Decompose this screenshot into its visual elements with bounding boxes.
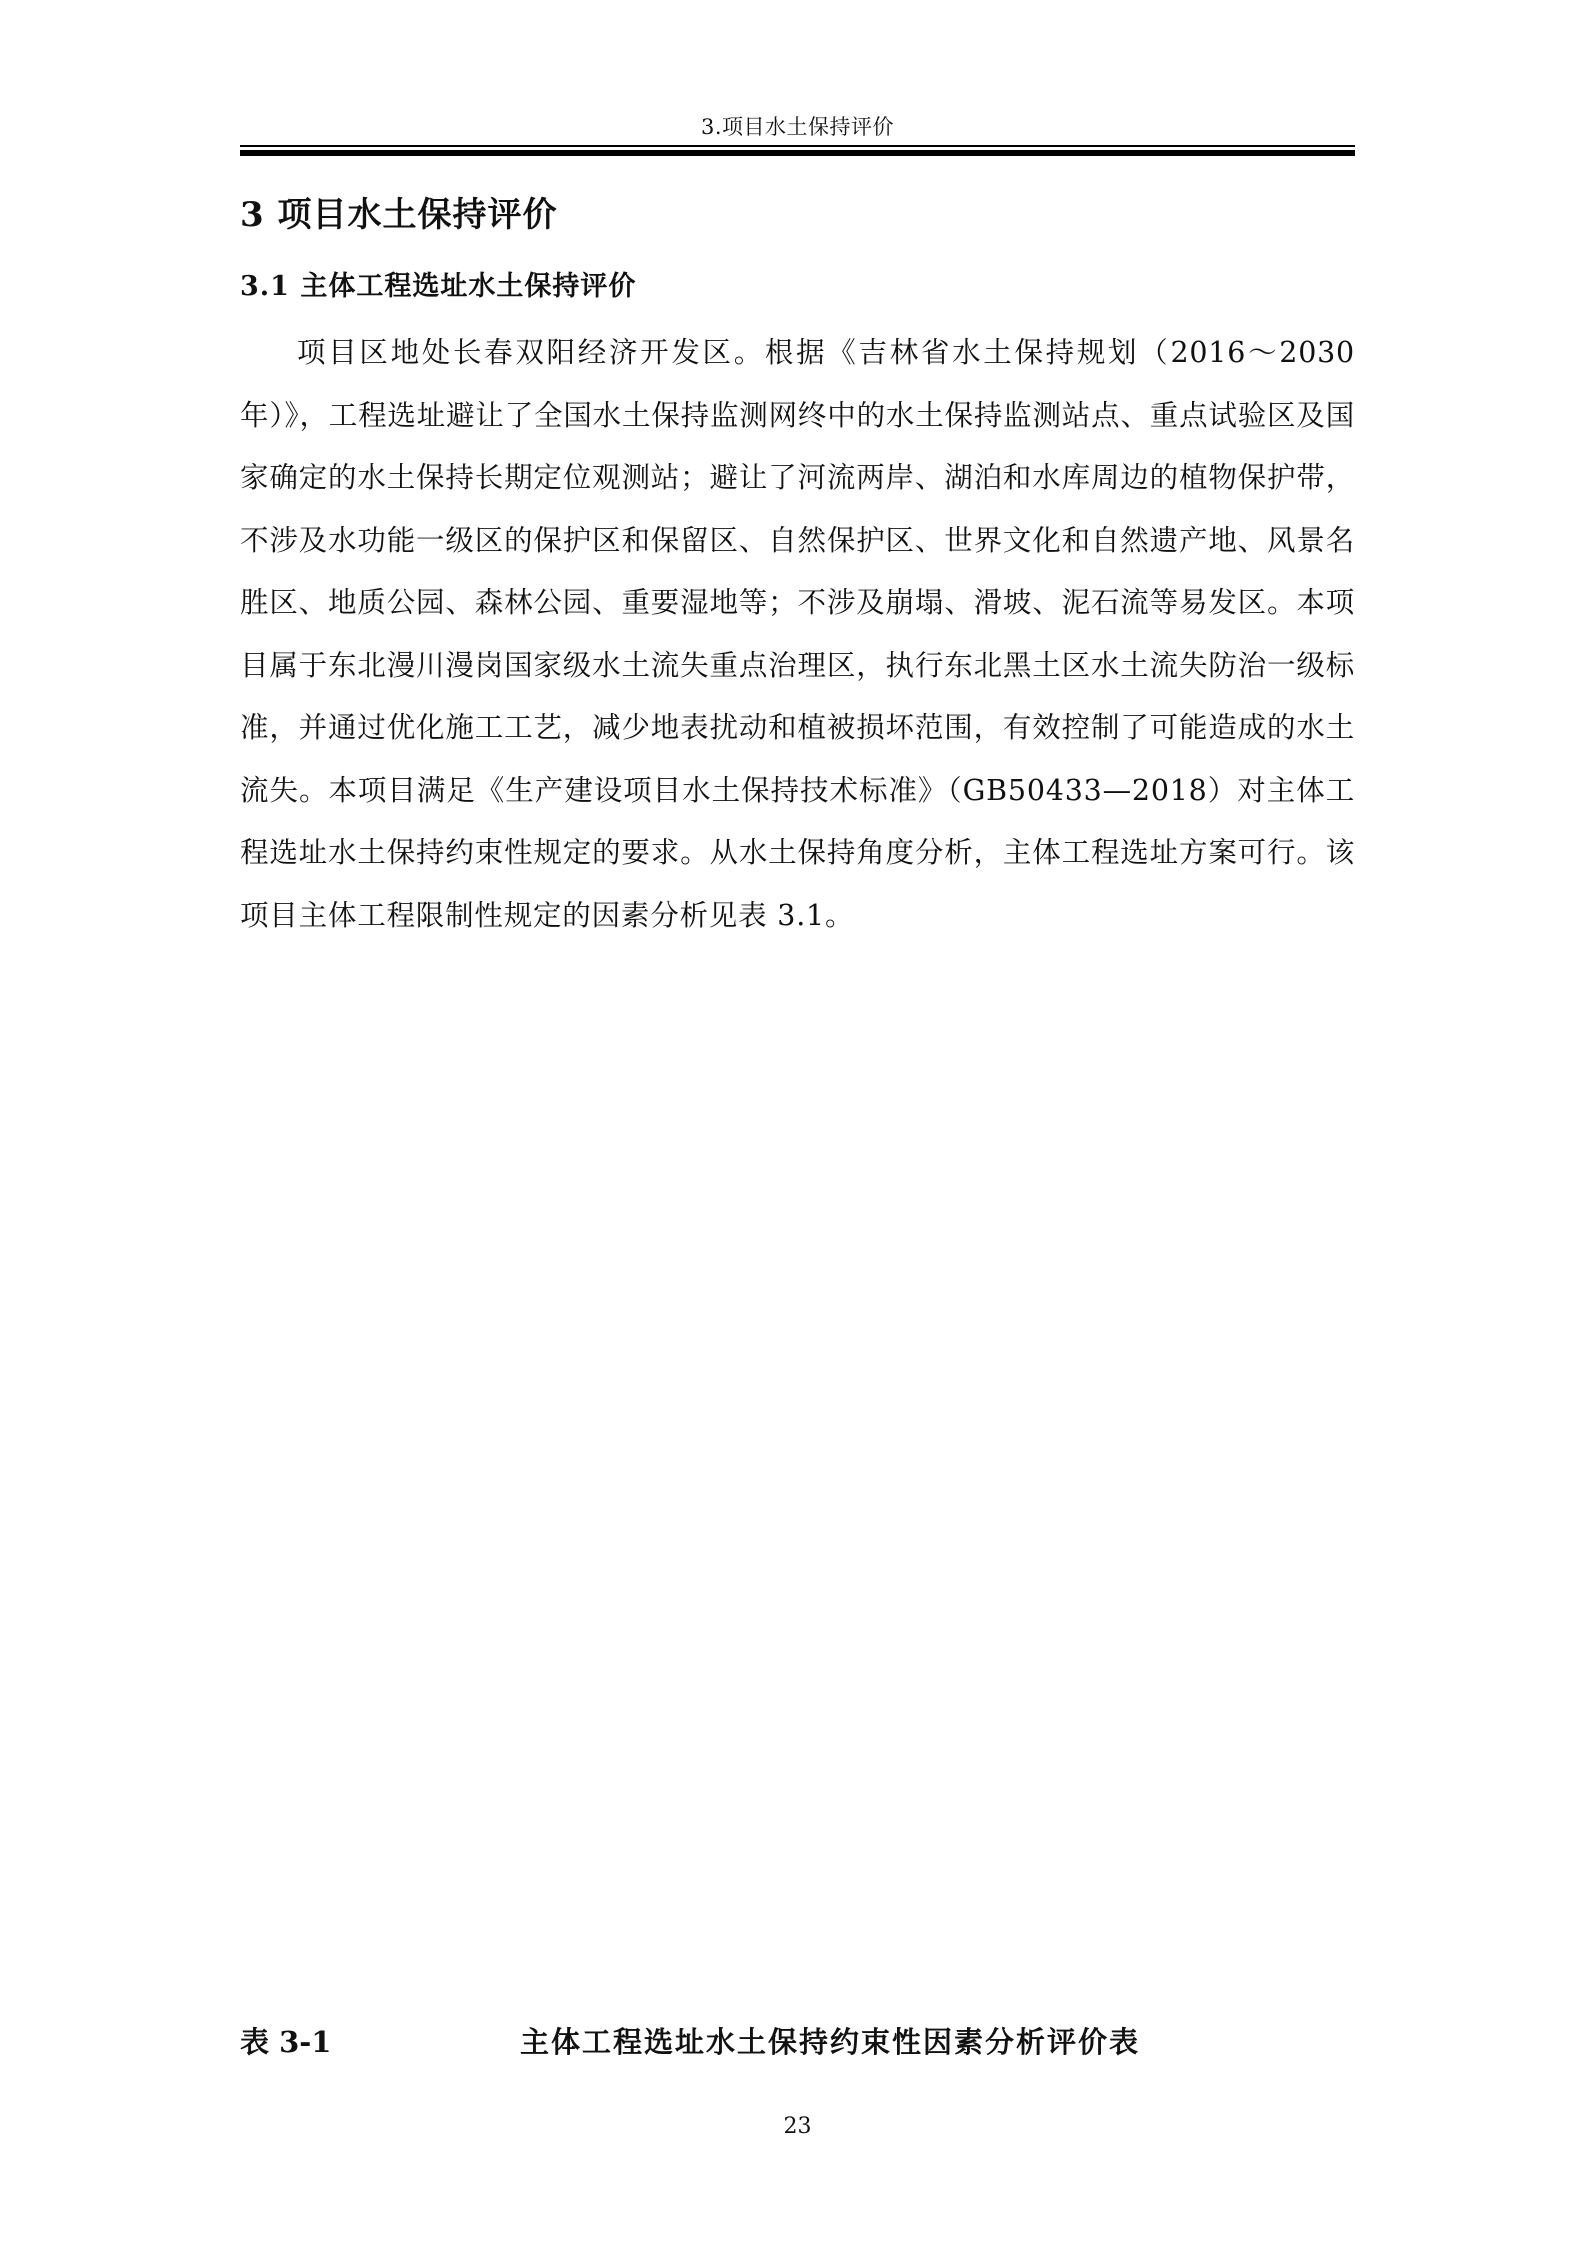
page-number: 23 <box>783 2114 812 2139</box>
header-rule-thin <box>240 145 1355 147</box>
section-title: 3.1 主体工程选址水土保持评价 <box>240 271 637 302</box>
table-title: 主体工程选址水土保持约束性因素分析评价表 <box>520 2025 1141 2059</box>
running-header: 3.项目水土保持评价 <box>700 115 895 139</box>
table-caption <box>240 2020 1355 2064</box>
table-number: 表 3-1 <box>240 2025 332 2059</box>
body-paragraph: 项目区地处长春双阳经济开发区。根据《吉林省水土保持规划（2016～2030年）》，工程选址避让了全国水土保持监测网终中的水土保持监测站点、重点试验区及国家确定的水土保持长期定位观测站；避让了河流两岸、湖泊和水库周边的植物保护带，不涉及水功能一级区的保护区和保留区、自然保护区、世界文化和自然遗产地、风景名胜区、地质公园、森林公园、重要湿地等；不涉及崩塌、滑坡、泥石流等易发区。本项目属于东北漫川漫岗国家级水土流失重点治理区，执行东北黑土区水土流失防治一级标准，并通过优化施工工艺，减少地表扰动和植被损坏范围，有效控制了可能造成的水土流失。本项目满足《生产建设项目水土保持技术标准》（GB50433—2018）对主体工程选址水土保持约束性规定的要求。从水土保持角度分析，主体工程选址方案可行。该项目主体工程限制性规定的因素分析见表 3.1。 <box>240 336 1355 932</box>
header-rule-thick <box>240 150 1355 156</box>
chapter-title: 3 项目水土保持评价 <box>240 195 558 235</box>
